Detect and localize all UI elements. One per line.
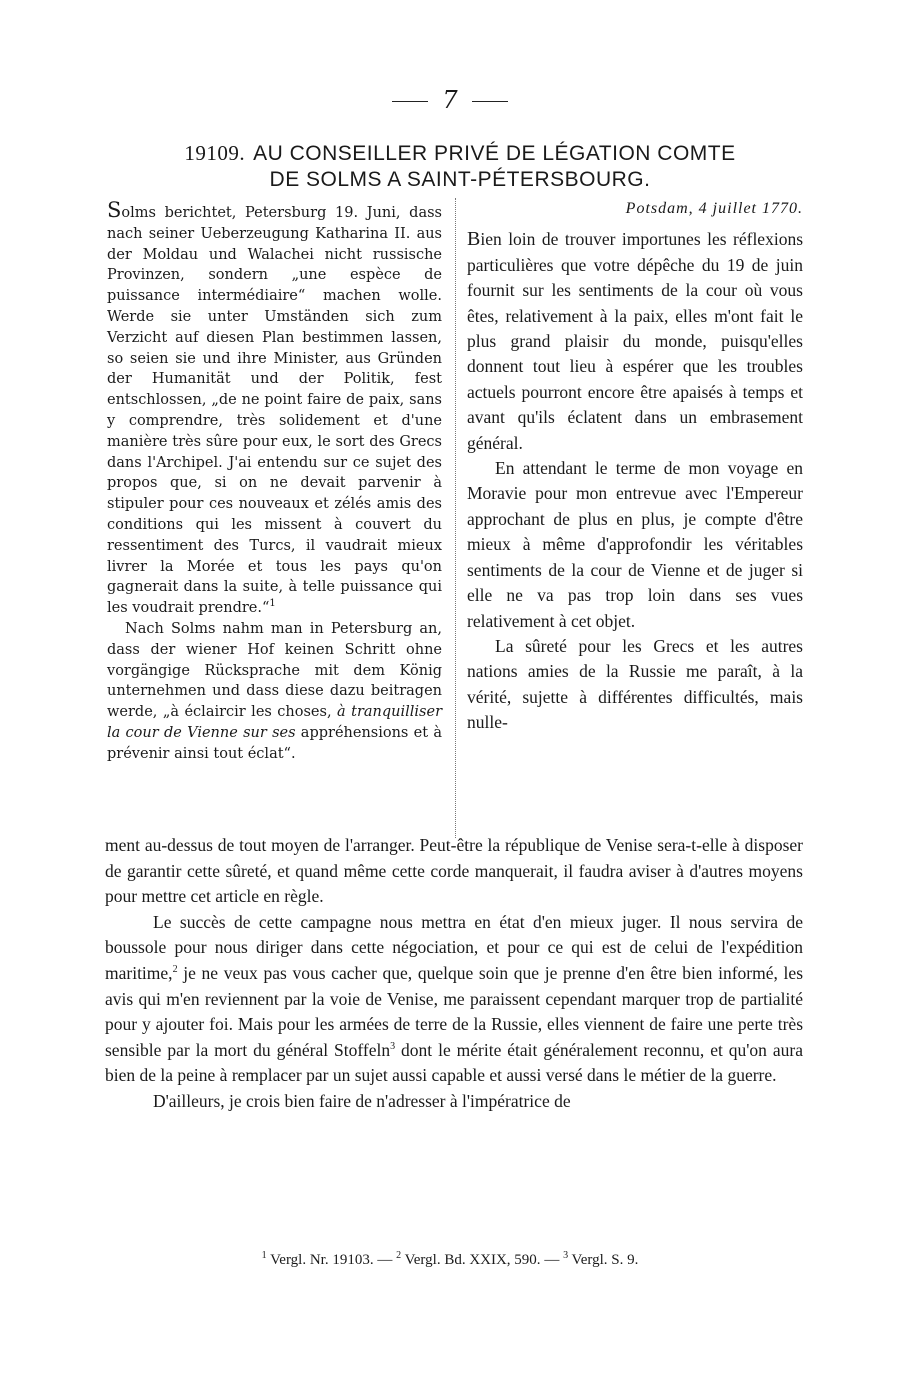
footnote-ref-2: 2 — [172, 964, 178, 976]
letter-paragraph-2: En attendant le terme de mon voyage en Moravie pour mon entrevue avec l'Empereur approchant de plus en plus, je compte d'être mieux à même d'approfondir les véritables sentiments de la cour de Vienne et de juger si elle ne va pas trop loin dans ses vues relativement à cet objet. — [467, 458, 803, 631]
summary-column — [107, 200, 442, 765]
heading-title-2: DE SOLMS A SAINT-PÉTERSBOURG. — [269, 168, 651, 191]
letter-paragraph-1 — [467, 227, 803, 456]
letter-initial: B — [467, 228, 481, 251]
footnote-ref-1: 1 — [269, 598, 276, 610]
letter-column — [467, 196, 803, 736]
summary-text-1: olms berichtet, Petersburg 19. Juni, dass nach seiner Ueberzeugung Katharina II. aus der Moldau und Walachei nicht russische Provinzen, sondern „une espèce de puissance intermédiaire“ machen wolle. Werde sie unter Umständen sich zum Verzicht auf diesen Plan bestimmen lassen, so seien sie und ihre Minister, aus Gründen der Humanität und der Politik, fest entschlossen, „de ne point faire de paix, sans y comprendre, très solidement et d'une manière très sûre pour eux, le sort des Grecs dans l'Archipel. J'ai entendu sur ce sujet des propos que, si on ne devait parvenir à stipuler pour ces nouveaux et zélés amis des conditions qui les missent à couvert du ressentiment des Turcs, il vaudrait mieux livrer la Morée et tous les pays qu'on gagnerait dans la suite, à telle puissance qui les voudrait prendre.“ — [107, 205, 442, 617]
letter-number: 19109. — [184, 141, 246, 165]
page-number-rule-left — [392, 101, 428, 102]
footnote-ref-3: 3 — [390, 1040, 396, 1052]
summary-text-2a: Nach Solms nahm man in Petersburg an, dass der wiener Hof keinen Schritt ohne vorgängige Rücksprache mit dem König unternehmen und dass diese dazu beitragen werde, „à éclaircir les choses, — [107, 620, 442, 721]
body-paragraph-4 — [105, 910, 803, 1089]
body-text-4a: Le succès de cette campagne nous mettra en état d'en mieux juger. Il nous servira de boussole pour nous diriger dans cette négociation, et pour ce qui est de celui de l'expédition maritime, — [105, 911, 803, 983]
heading-line-1 — [110, 140, 810, 167]
footnote-mark-1: 1 — [261, 1250, 267, 1261]
footnote-1: Vergl. Nr. 19103. — [270, 1252, 374, 1268]
letter-text-1: ien loin de trouver importunes les réflexions particulières que votre dépêche du 19 de juin fournit sur les sentiments de la cour où vous êtes, relativement à la paix, elles m'ont fait le plus grand plaisir du monde, puisqu'elles donnent tout lieu à espérer que les troubles actuels pourront encore être apaisés à temps et avant qu'ils éclatent dans un embrasement général. — [467, 229, 803, 453]
body-text-4b: je ne veux pas vous cacher que, quelque soin que je prenne d'en être bien informé, les avis qui m'en reviennent par la voie de Venise, me paraissent cependant marquer trop de partialité pour y ajouter foi. Mais pour les armées de terre de la Russie, elles viennent de faire une perte très sensible par la mort du général Stoffeln — [105, 962, 803, 1060]
footnote-2: Vergl. Bd. XXIX, 590. — [404, 1252, 541, 1268]
column-divider — [455, 198, 456, 838]
page-number-rule-right — [472, 101, 508, 102]
letter-paragraph-3: La sûreté pour les Grecs et les autres nations amies de la Russie me paraît, à la vérité, sujette à différentes difficultés, mais nulle- — [467, 635, 803, 733]
footnote-mark-2: 2 — [396, 1250, 402, 1261]
footnotes — [0, 1252, 900, 1269]
footnote-3: Vergl. S. 9. — [571, 1252, 639, 1268]
footnote-mark-3: 3 — [563, 1250, 569, 1261]
body-fullwidth — [105, 833, 803, 1115]
summary-initial: S — [107, 198, 122, 222]
dateline: Potsdam, 4 juillet 1770. — [625, 200, 803, 217]
heading-title-1: AU CONSEILLER PRIVÉ DE LÉGATION COMTE — [253, 142, 736, 165]
footnote-separator-2: — — [544, 1252, 560, 1268]
letter-heading — [110, 140, 810, 193]
footnote-separator-1: — — [377, 1252, 393, 1268]
summary-text-2-italic: à tranquilliser la cour de Vienne sur ses — [107, 704, 443, 741]
summary-paragraph-2 — [107, 619, 442, 765]
body-paragraph-5: D'ailleurs, je crois bien faire de n'adresser à l'impératrice de — [153, 1090, 571, 1111]
body-text-4c: dont le mérite était généralement reconnu, et qu'on aura bien de la peine à remplacer par un sujet aussi capable et aussi versé dans le métier de la guerre. — [105, 1039, 803, 1086]
summary-text-2b: appréhensions et à prévenir ainsi tout éclat“. — [107, 724, 442, 762]
page-number: 7 — [442, 86, 458, 114]
summary-paragraph-1 — [107, 200, 442, 619]
body-continuation: ment au-dessus de tout moyen de l'arranger. Peut-être la république de Venise sera-t-elle à disposer de garantir cette sûreté, et quand même cette corde manquerait, il faudra aviser à d'autres moyens pour mettre cet article en règle. — [105, 835, 803, 907]
page-number-line — [0, 86, 900, 114]
